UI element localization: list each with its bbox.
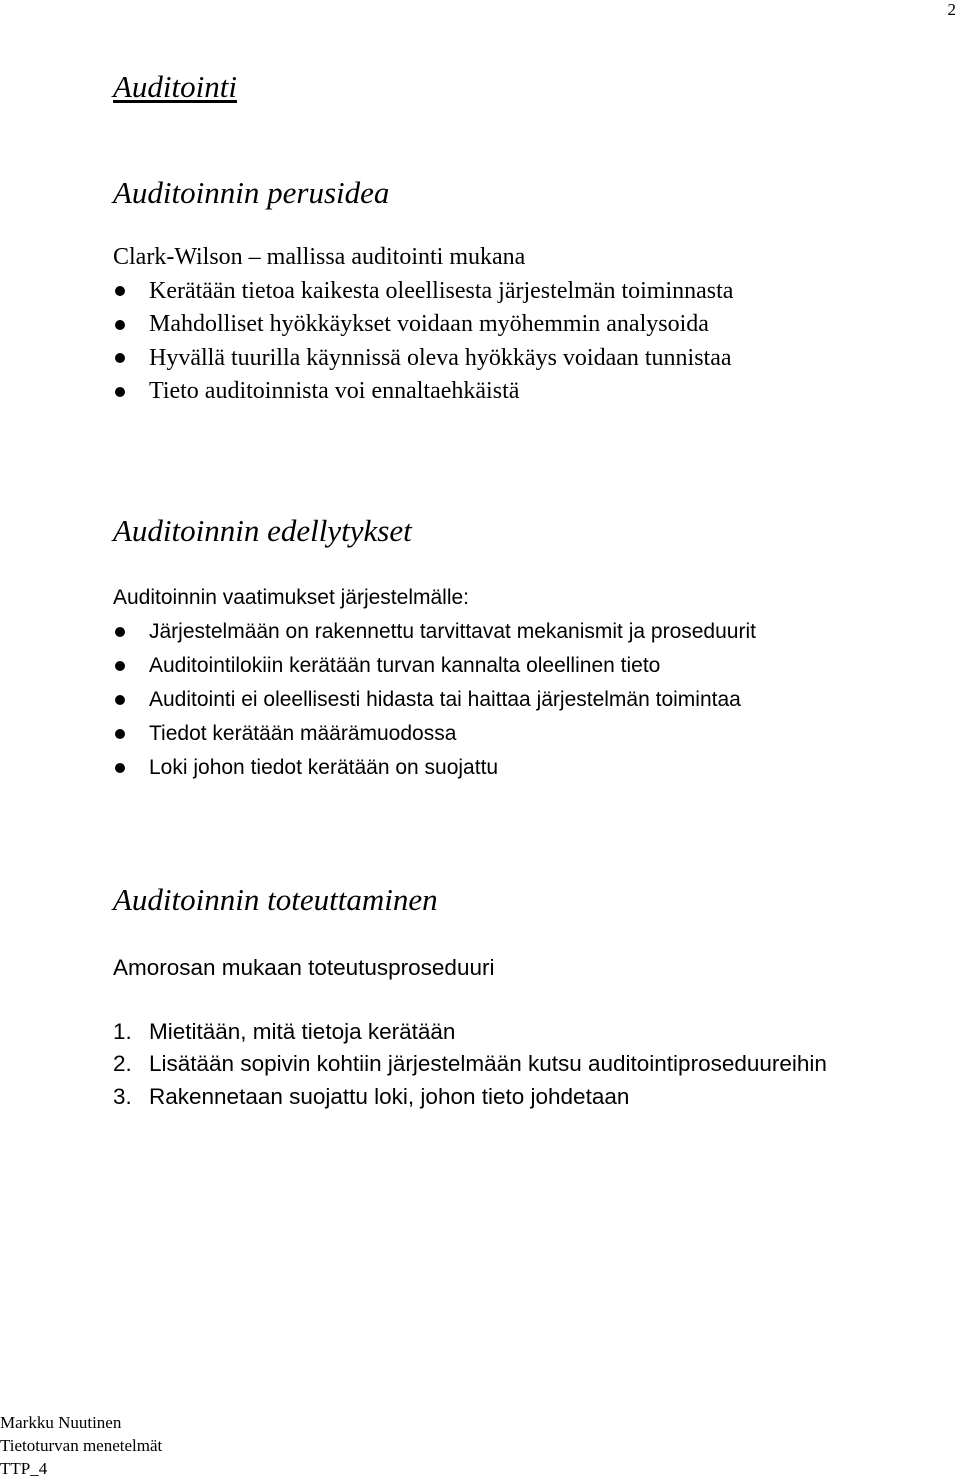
bullet-list (113, 275, 953, 409)
bullet-icon (115, 286, 125, 296)
footer (0, 1411, 162, 1480)
list-item (113, 342, 953, 376)
section-intro: Amorosan mukaan toteutusproseduuri (113, 955, 495, 981)
footer-author: Markku Nuutinen (0, 1413, 122, 1432)
list-item-text: Tieto auditoinnista voi ennaltaehkäistä (149, 378, 520, 405)
footer-code: TTP_4 (0, 1459, 48, 1478)
list-item-text: Mahdolliset hyökkäykset voidaan myöhemmin analysoida (149, 311, 709, 338)
list-item (113, 649, 953, 683)
bullet-icon (115, 320, 125, 330)
bullet-icon (115, 627, 125, 637)
list-item (113, 751, 953, 785)
list-item (113, 1081, 953, 1114)
bullet-icon (115, 695, 125, 705)
page-title: Auditointi (113, 69, 237, 104)
section-heading: Auditoinnin toteuttaminen (113, 882, 438, 917)
list-item-text: Auditointi ei oleellisesti hidasta tai haittaa järjestelmän toimintaa (149, 688, 741, 712)
list-item (113, 1048, 953, 1081)
bullet-icon (115, 763, 125, 773)
section-perusidea (113, 174, 953, 409)
list-item-text: Auditointilokiin kerätään turvan kannalta oleellinen tieto (149, 654, 661, 678)
bullet-icon (115, 353, 125, 363)
footer-course: Tietoturvan menetelmät (0, 1436, 163, 1455)
list-item (113, 683, 953, 717)
bullet-icon (115, 661, 125, 671)
list-item-text: Tiedot kerätään määrämuodossa (149, 722, 457, 746)
page-number: 2 (947, 0, 956, 19)
step-number: 3. (113, 1083, 132, 1109)
section-edellytykset (113, 512, 953, 785)
list-item (113, 375, 953, 409)
list-item-text: Kerätään tietoa kaikesta oleellisesta järjestelmän toiminnasta (149, 277, 734, 304)
section-heading: Auditoinnin edellytykset (113, 513, 412, 548)
list-item (113, 615, 953, 649)
list-item-text: Hyvällä tuurilla käynnissä oleva hyökkäys voidaan tunnistaa (149, 344, 732, 371)
step-number: 2. (113, 1051, 132, 1077)
numbered-list (113, 1016, 953, 1114)
list-item (113, 275, 953, 309)
list-item-text: Lisätään sopivin kohtiin järjestelmään kutsu auditointiproseduureihin (149, 1051, 827, 1077)
list-item (113, 308, 953, 342)
list-item-text: Loki johon tiedot kerätään on suojattu (149, 756, 499, 780)
section-intro: Auditoinnin vaatimukset järjestelmälle: (113, 586, 470, 610)
bullet-icon (115, 387, 125, 397)
section-toteuttaminen (113, 881, 953, 1113)
step-number: 1. (113, 1018, 132, 1044)
section-intro: Clark-Wilson – mallissa auditointi mukana (113, 244, 526, 271)
list-item-text: Järjestelmään on rakennettu tarvittavat mekanismit ja proseduurit (149, 620, 756, 644)
list-item-text: Rakennetaan suojattu loki, johon tieto johdetaan (149, 1083, 630, 1109)
section-heading: Auditoinnin perusidea (113, 175, 390, 210)
list-item-text: Mietitään, mitä tietoja kerätään (149, 1018, 456, 1044)
list-item (113, 717, 953, 751)
list-item (113, 1016, 953, 1049)
bullet-icon (115, 729, 125, 739)
bullet-list (113, 615, 953, 785)
